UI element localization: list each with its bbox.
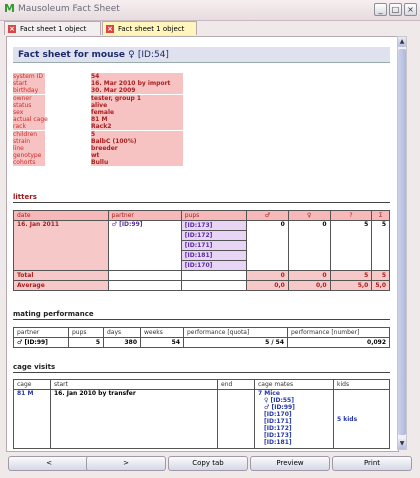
- average-female: 0,0: [288, 281, 330, 291]
- col-cage-mates: cage mates: [255, 380, 334, 390]
- property-row: [13, 73, 213, 80]
- cage-mate-link[interactable]: [ID:171]: [264, 418, 292, 425]
- col-pups: pups: [69, 328, 104, 338]
- total-label: Total: [14, 271, 109, 281]
- window-title: Mausoleum Fact Sheet: [18, 4, 120, 14]
- visit-start: 16. Jan 2010 by transfer: [51, 390, 218, 449]
- cage-mate-link[interactable]: [ID:170]: [264, 411, 292, 418]
- cage-mate-link[interactable]: ♀ [ID:55]: [264, 397, 294, 404]
- print-button[interactable]: Print: [332, 456, 412, 471]
- col-kids: kids: [334, 380, 390, 390]
- property-value: 81 M: [91, 116, 183, 123]
- property-label: genotype: [13, 152, 45, 159]
- property-row: [13, 123, 213, 130]
- cage-mate-link[interactable]: [ID:173]: [264, 432, 292, 439]
- col-total: Σ: [372, 211, 390, 221]
- property-label: cohorts: [13, 159, 45, 166]
- property-row: [13, 109, 213, 116]
- col-performance-quota: performance [quota]: [184, 328, 288, 338]
- property-row: [13, 102, 213, 109]
- cage-link[interactable]: 81 M: [14, 390, 51, 449]
- minimize-button[interactable]: _: [374, 3, 387, 16]
- cage-mate-link[interactable]: [ID:181]: [264, 439, 292, 446]
- property-row: [13, 159, 213, 166]
- scroll-down-icon[interactable]: ▼: [399, 440, 405, 447]
- litters-table: [13, 210, 390, 291]
- property-row: [13, 87, 213, 94]
- pup-link[interactable]: [ID:173]: [181, 221, 246, 231]
- property-label: start: [13, 80, 45, 87]
- litter-date: 16. Jan 2011: [14, 221, 109, 271]
- scroll-thumb[interactable]: [398, 49, 406, 435]
- empty-cell: [108, 281, 181, 291]
- property-value: 54: [91, 73, 183, 80]
- pup-link[interactable]: [ID:171]: [181, 241, 246, 251]
- kids-link[interactable]: 5 kids: [334, 390, 390, 449]
- close-tab-icon[interactable]: ×: [9, 25, 15, 33]
- property-row: [13, 80, 213, 87]
- property-value: 16. Mar 2010 by import: [91, 80, 183, 87]
- property-value: breeder: [91, 145, 183, 152]
- preview-button[interactable]: Preview: [250, 456, 330, 471]
- mating-table: [13, 327, 390, 348]
- total-unknown: 5: [330, 271, 372, 281]
- property-value: Rack2: [91, 123, 183, 130]
- scroll-up-icon[interactable]: ▲: [399, 38, 405, 45]
- title-bar: [0, 0, 420, 21]
- property-row: [13, 95, 213, 102]
- property-value: Bullu: [91, 159, 183, 166]
- mating-pups: 5: [69, 338, 104, 348]
- col-date: date: [14, 211, 109, 221]
- cage-visits-heading: cage visits: [13, 363, 56, 371]
- maximize-button[interactable]: □: [389, 3, 402, 16]
- close-tab-icon[interactable]: ×: [107, 25, 113, 33]
- cage-visits-table: [13, 379, 390, 449]
- tab-fact-sheet-1[interactable]: [4, 21, 101, 35]
- col-weeks: weeks: [141, 328, 184, 338]
- mating-quota: 5 / 54: [184, 338, 288, 348]
- property-value: 5: [91, 131, 183, 138]
- property-value: 30. Mar 2009: [91, 87, 183, 94]
- col-pups: pups: [181, 211, 246, 221]
- average-sum: 5,0: [372, 281, 390, 291]
- col-male: ♂: [247, 211, 289, 221]
- cage-mate-link[interactable]: [ID:172]: [264, 425, 292, 432]
- col-cage: cage: [14, 380, 51, 390]
- col-partner: partner: [108, 211, 181, 221]
- tab-label: Fact sheet 1 object: [118, 25, 185, 33]
- col-partner: partner: [14, 328, 69, 338]
- property-value: female: [91, 109, 183, 116]
- divider: [13, 319, 390, 320]
- mating-weeks: 54: [141, 338, 184, 348]
- empty-cell: [181, 271, 246, 281]
- total-female: 0: [288, 271, 330, 281]
- divider: [13, 202, 390, 203]
- close-button[interactable]: ×: [404, 3, 417, 16]
- cage-mate-link[interactable]: ♂ [ID:99]: [264, 404, 295, 411]
- properties-list: [13, 73, 213, 166]
- col-unknown: ?: [330, 211, 372, 221]
- empty-cell: [108, 271, 181, 281]
- average-unknown: 5,0: [330, 281, 372, 291]
- col-days: days: [104, 328, 141, 338]
- average-male: 0,0: [247, 281, 289, 291]
- property-label: children: [13, 131, 45, 138]
- empty-cell: [181, 281, 246, 291]
- mating-number: 0,092: [288, 338, 390, 348]
- divider: [13, 372, 390, 373]
- col-end: end: [218, 380, 255, 390]
- average-label: Average: [14, 281, 109, 291]
- mouse-id-link[interactable]: [ID:54]: [137, 50, 169, 60]
- fact-sheet-panel: [6, 36, 399, 452]
- property-label: line: [13, 145, 45, 152]
- next-button[interactable]: >: [86, 456, 166, 471]
- property-label: rack: [13, 123, 45, 130]
- visit-end: [218, 390, 255, 449]
- pup-link[interactable]: [ID:172]: [181, 231, 246, 241]
- property-label: actual cage: [13, 116, 48, 124]
- mating-partner-link[interactable]: ♂ [ID:99]: [14, 338, 69, 348]
- litter-partner-link[interactable]: ♂ [ID:99]: [108, 221, 181, 271]
- col-female: ♀: [288, 211, 330, 221]
- property-value: wt: [91, 152, 183, 159]
- property-row: [13, 145, 213, 152]
- total-sum: 5: [372, 271, 390, 281]
- cage-mates-count: 7 Mice: [258, 390, 280, 397]
- property-value: BalbC (100%): [91, 138, 183, 145]
- col-start: start: [51, 380, 218, 390]
- total-male: 0: [247, 271, 289, 281]
- bottom-toolbar: [0, 452, 420, 478]
- col-performance-number: performance [number]: [288, 328, 390, 338]
- copy-tab-button[interactable]: Copy tab: [168, 456, 248, 471]
- property-label: strain: [13, 138, 45, 145]
- property-label: system ID: [13, 73, 43, 80]
- litter-total-count: 5: [372, 221, 390, 271]
- vertical-scrollbar[interactable]: [397, 36, 407, 450]
- property-label: birthday: [13, 87, 45, 94]
- previous-button[interactable]: <: [8, 456, 90, 471]
- litters-heading: litters: [13, 193, 37, 201]
- tab-fact-sheet-2[interactable]: [102, 21, 197, 35]
- litter-unknown-count: 5: [330, 221, 372, 271]
- pup-link[interactable]: [ID:170]: [181, 261, 246, 271]
- litter-male-count: 0: [247, 221, 289, 271]
- mating-heading: mating performance: [13, 310, 94, 318]
- property-label: sex: [13, 109, 45, 116]
- mating-days: 380: [104, 338, 141, 348]
- property-row: [13, 138, 213, 145]
- pup-link[interactable]: [ID:181]: [181, 251, 246, 261]
- property-label: owner: [13, 95, 45, 102]
- property-value: alive: [91, 102, 183, 109]
- cage-mates-cell: [255, 390, 334, 449]
- page-title-text: Fact sheet for mouse ♀: [18, 50, 135, 60]
- litter-female-count: 0: [288, 221, 330, 271]
- tab-label: Fact sheet 1 object: [20, 25, 87, 33]
- property-label: status: [13, 102, 45, 109]
- property-row: [13, 152, 213, 159]
- app-logo-icon: M: [4, 2, 15, 15]
- property-row: [13, 116, 213, 123]
- property-row: [13, 131, 213, 138]
- cage-mates-list: [258, 397, 330, 446]
- property-value: tester, group 1: [91, 95, 183, 102]
- page-title: [13, 47, 390, 63]
